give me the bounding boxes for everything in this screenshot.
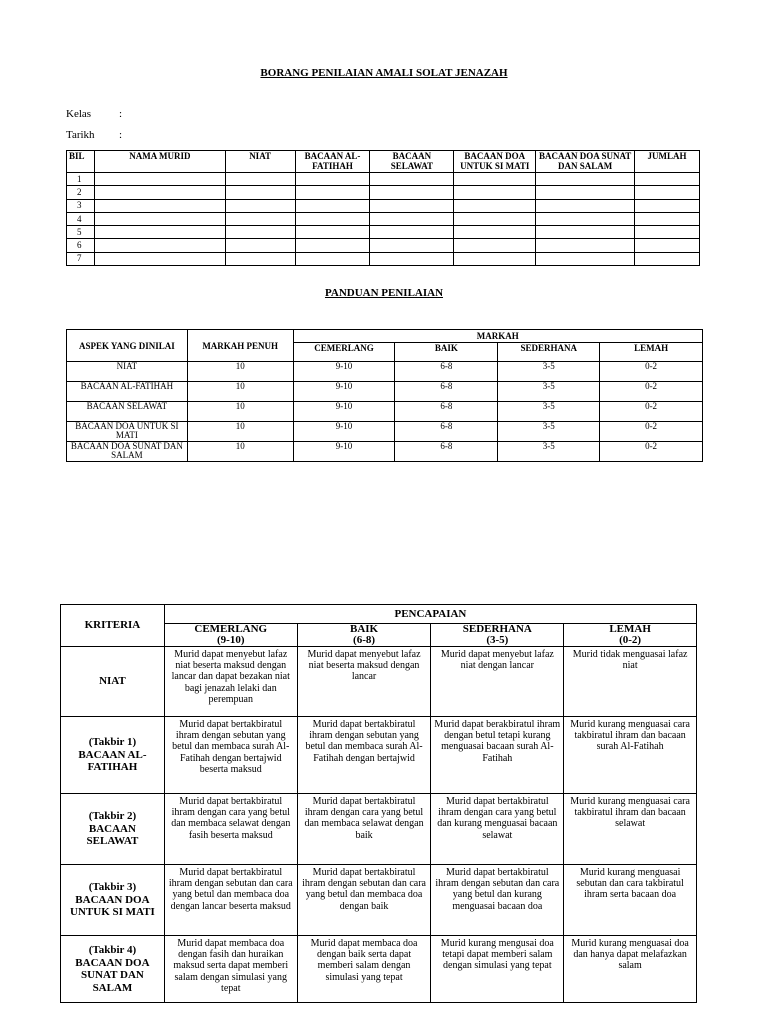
row-number: 4 [67, 212, 95, 225]
blank-cell [635, 226, 700, 239]
mark-range-cell: 3-5 [498, 382, 600, 402]
blank-cell [295, 173, 370, 186]
col-nama-murid: NAMA MURID [94, 151, 225, 173]
col-doa-sunat-salam: BACAAN DOA SUNAT DAN SALAM [536, 151, 635, 173]
blank-cell [94, 173, 225, 186]
level-lemah: LEMAH [600, 343, 703, 362]
marks-row [67, 422, 703, 442]
col-jumlah: JUMLAH [635, 151, 700, 173]
row-number: 1 [67, 173, 95, 186]
blank-cell [454, 173, 536, 186]
aspect-cell: BACAAN AL-FATIHAH [67, 382, 188, 402]
blank-cell [454, 199, 536, 212]
criteria-cell: (Takbir 4) BACAAN DOA SUNAT DAN SALAM [61, 936, 165, 1003]
blank-cell [370, 199, 454, 212]
blank-cell [225, 199, 295, 212]
assessment-row [67, 239, 700, 252]
descriptor-cell: Murid dapat berakbiratul ihram dengan betul tetapi kurang menguasai bacaan surah Al-Fatihah [431, 717, 564, 794]
full-mark-cell: 10 [187, 422, 293, 442]
rubric-row [61, 794, 697, 865]
level-name: LEMAH [609, 623, 651, 635]
assessment-row [67, 199, 700, 212]
descriptor-cell: Murid kurang menguasai cara takbiratul ihram dan bacaan surah Al-Fatihah [564, 717, 697, 794]
rubric-level-header [297, 624, 431, 647]
criteria-cell: (Takbir 2) BACAAN SELAWAT [61, 794, 165, 865]
level-cemerlang: CEMERLANG [293, 343, 395, 362]
blank-cell [454, 212, 536, 225]
marks-row [67, 382, 703, 402]
aspect-cell: NIAT [67, 362, 188, 382]
col-kriteria: KRITERIA [61, 605, 165, 647]
form-title: BORANG PENILAIAN AMALI SOLAT JENAZAH [260, 67, 508, 79]
level-baik: BAIK [395, 343, 498, 362]
mark-range-cell: 6-8 [395, 382, 498, 402]
guide-title: PANDUAN PENILAIAN [324, 287, 444, 299]
descriptor-cell: Murid dapat bertakbiratul ihram dengan sebutan yang betul dan membaca surah Al-Fatihah dengan bertajwid [297, 717, 431, 794]
mark-range-cell: 9-10 [293, 382, 395, 402]
marks-row [67, 362, 703, 382]
blank-cell [370, 239, 454, 252]
criteria-cell: (Takbir 1) BACAAN AL-FATIHAH [61, 717, 165, 794]
rubric-row [61, 717, 697, 794]
blank-cell [536, 186, 635, 199]
descriptor-cell: Murid kurang mengusai doa tetapi dapat memberi salam dengan simulasi yang tepat [431, 936, 564, 1003]
col-niat: NIAT [225, 151, 295, 173]
mark-range-cell: 3-5 [498, 362, 600, 382]
blank-cell [536, 252, 635, 265]
descriptor-cell: Murid kurang menguasai doa dan hanya dapat melafazkan salam [564, 936, 697, 1003]
descriptor-cell: Murid dapat bertakbiratul ihram dengan sebutan dan cara yang betul dan kurang menguasai bacaan doa [431, 865, 564, 936]
field-kelas [66, 108, 123, 120]
blank-cell [225, 173, 295, 186]
blank-cell [94, 186, 225, 199]
field-tarikh [66, 129, 123, 141]
blank-cell [295, 212, 370, 225]
blank-cell [536, 212, 635, 225]
blank-cell [454, 186, 536, 199]
blank-cell [454, 226, 536, 239]
blank-cell [295, 239, 370, 252]
descriptor-cell: Murid dapat bertakbiratul ihram dengan sebutan yang betul dan membaca surah Al-Fatihah dengan bertajwid beserta maksud [164, 717, 297, 794]
row-number: 5 [67, 226, 95, 239]
mark-range-cell: 0-2 [600, 362, 703, 382]
row-number: 7 [67, 252, 95, 265]
field-kelas-colon: : [119, 108, 123, 120]
aspect-cell: BACAAN DOA UNTUK SI MATI [67, 422, 188, 442]
mark-range-cell: 3-5 [498, 402, 600, 422]
blank-cell [370, 173, 454, 186]
mark-range-cell: 9-10 [293, 362, 395, 382]
blank-cell [225, 186, 295, 199]
descriptor-cell: Murid dapat bertakbiratul ihram dengan cara yang betul dan membaca selawat dengan baik [297, 794, 431, 865]
marks-header-row [67, 330, 703, 343]
mark-range-cell: 9-10 [293, 442, 395, 462]
descriptor-cell: Murid dapat membaca doa dengan baik serta dapat memberi salam dengan simulasi yang tepat [297, 936, 431, 1003]
mark-range-cell: 0-2 [600, 422, 703, 442]
blank-cell [536, 239, 635, 252]
row-number: 6 [67, 239, 95, 252]
field-tarikh-colon: : [119, 129, 123, 141]
blank-cell [225, 226, 295, 239]
blank-cell [370, 186, 454, 199]
blank-cell [94, 212, 225, 225]
col-al-fatihah: BACAAN AL-FATIHAH [295, 151, 370, 173]
descriptor-cell: Murid kurang menguasai cara takbiratul ihram dan bacaan selawat [564, 794, 697, 865]
blank-cell [370, 226, 454, 239]
assessment-table [66, 150, 700, 266]
level-name: CEMERLANG [194, 623, 268, 635]
col-pencapaian: PENCAPAIAN [164, 605, 696, 624]
mark-range-cell: 9-10 [293, 422, 395, 442]
blank-cell [225, 212, 295, 225]
rubric-level-header [431, 624, 564, 647]
descriptor-cell: Murid dapat bertakbiratul ihram dengan sebutan dan cara yang betul dan membaca doa dengan baik [297, 865, 431, 936]
blank-cell [635, 252, 700, 265]
field-tarikh-label: Tarikh [66, 129, 95, 141]
full-mark-cell: 10 [187, 402, 293, 422]
level-range: (3-5) [486, 634, 509, 646]
blank-cell [295, 252, 370, 265]
full-mark-cell: 10 [187, 442, 293, 462]
descriptor-cell: Murid tidak menguasai lafaz niat [564, 647, 697, 717]
level-range: (0-2) [619, 634, 642, 646]
blank-cell [295, 186, 370, 199]
blank-cell [635, 239, 700, 252]
mark-range-cell: 3-5 [498, 422, 600, 442]
descriptor-cell: Murid dapat menyebut lafaz niat beserta maksud dengan lancar dan dapat bezakan niat bagi jenazah lelaki dan perempuan [164, 647, 297, 717]
mark-range-cell: 3-5 [498, 442, 600, 462]
assessment-row [67, 173, 700, 186]
blank-cell [225, 239, 295, 252]
blank-cell [94, 226, 225, 239]
aspect-cell: BACAAN SELAWAT [67, 402, 188, 422]
blank-cell [536, 226, 635, 239]
blank-cell [536, 173, 635, 186]
blank-cell [370, 212, 454, 225]
row-number: 2 [67, 186, 95, 199]
rubric-level-header [564, 624, 697, 647]
blank-cell [635, 199, 700, 212]
blank-cell [635, 173, 700, 186]
rubric-level-header [164, 624, 297, 647]
mark-range-cell: 9-10 [293, 402, 395, 422]
criteria-cell: NIAT [61, 647, 165, 717]
assessment-header-row [67, 151, 700, 173]
descriptor-cell: Murid dapat bertakbiratul ihram dengan sebutan dan cara yang betul dan membaca doa dengan lancar beserta maksud [164, 865, 297, 936]
assessment-row [67, 226, 700, 239]
full-mark-cell: 10 [187, 362, 293, 382]
rubric-table [60, 604, 697, 1003]
full-mark-cell: 10 [187, 382, 293, 402]
level-name: BAIK [349, 623, 379, 635]
marks-row [67, 442, 703, 462]
blank-cell [225, 252, 295, 265]
field-kelas-label: Kelas [66, 108, 92, 120]
descriptor-cell: Murid dapat menyebut lafaz niat beserta maksud dengan lancar [297, 647, 431, 717]
rubric-row [61, 936, 697, 1003]
descriptor-cell: Murid dapat membaca doa dengan fasih dan huraikan maksud serta dapat memberi salam dengan simulasi yang tepat [164, 936, 297, 1003]
mark-range-cell: 6-8 [395, 442, 498, 462]
descriptor-cell: Murid dapat bertakbiratul ihram dengan cara yang betul dan kurang menguasai bacaan selawat [431, 794, 564, 865]
mark-range-cell: 6-8 [395, 362, 498, 382]
mark-range-cell: 6-8 [395, 402, 498, 422]
blank-cell [295, 226, 370, 239]
aspect-cell: BACAAN DOA SUNAT DAN SALAM [67, 442, 188, 462]
blank-cell [94, 199, 225, 212]
descriptor-cell: Murid dapat bertakbiratul ihram dengan cara yang betul dan membaca selawat dengan fasih beserta maksud [164, 794, 297, 865]
assessment-row [67, 186, 700, 199]
blank-cell [94, 239, 225, 252]
blank-cell [295, 199, 370, 212]
blank-cell [536, 199, 635, 212]
blank-cell [454, 239, 536, 252]
col-markah: MARKAH [293, 330, 702, 343]
criteria-cell: (Takbir 3) BACAAN DOA UNTUK SI MATI [61, 865, 165, 936]
col-selawat: BACAAN SELAWAT [370, 151, 454, 173]
rubric-row [61, 865, 697, 936]
blank-cell [635, 212, 700, 225]
descriptor-cell: Murid dapat menyebut lafaz niat dengan lancar [431, 647, 564, 717]
row-number: 3 [67, 199, 95, 212]
col-aspek: ASPEK YANG DINILAI [67, 330, 188, 362]
rubric-row [61, 647, 697, 717]
blank-cell [635, 186, 700, 199]
blank-cell [454, 252, 536, 265]
level-range: (6-8) [353, 634, 376, 646]
mark-range-cell: 0-2 [600, 402, 703, 422]
col-markah-penuh: MARKAH PENUH [187, 330, 293, 362]
mark-range-cell: 0-2 [600, 442, 703, 462]
marks-row [67, 402, 703, 422]
descriptor-cell: Murid kurang menguasai sebutan dan cara takbiratul ihram serta bacaan doa [564, 865, 697, 936]
assessment-row [67, 212, 700, 225]
col-doa-si-mati: BACAAN DOA UNTUK SI MATI [454, 151, 536, 173]
level-sederhana: SEDERHANA [498, 343, 600, 362]
mark-range-cell: 0-2 [600, 382, 703, 402]
blank-cell [370, 252, 454, 265]
marks-guide-table [66, 329, 703, 462]
col-bil: BIL [67, 151, 95, 173]
rubric-header-row [61, 605, 697, 624]
level-name: SEDERHANA [462, 623, 532, 635]
mark-range-cell: 6-8 [395, 422, 498, 442]
assessment-row [67, 252, 700, 265]
blank-cell [94, 252, 225, 265]
level-range: (9-10) [217, 634, 245, 646]
